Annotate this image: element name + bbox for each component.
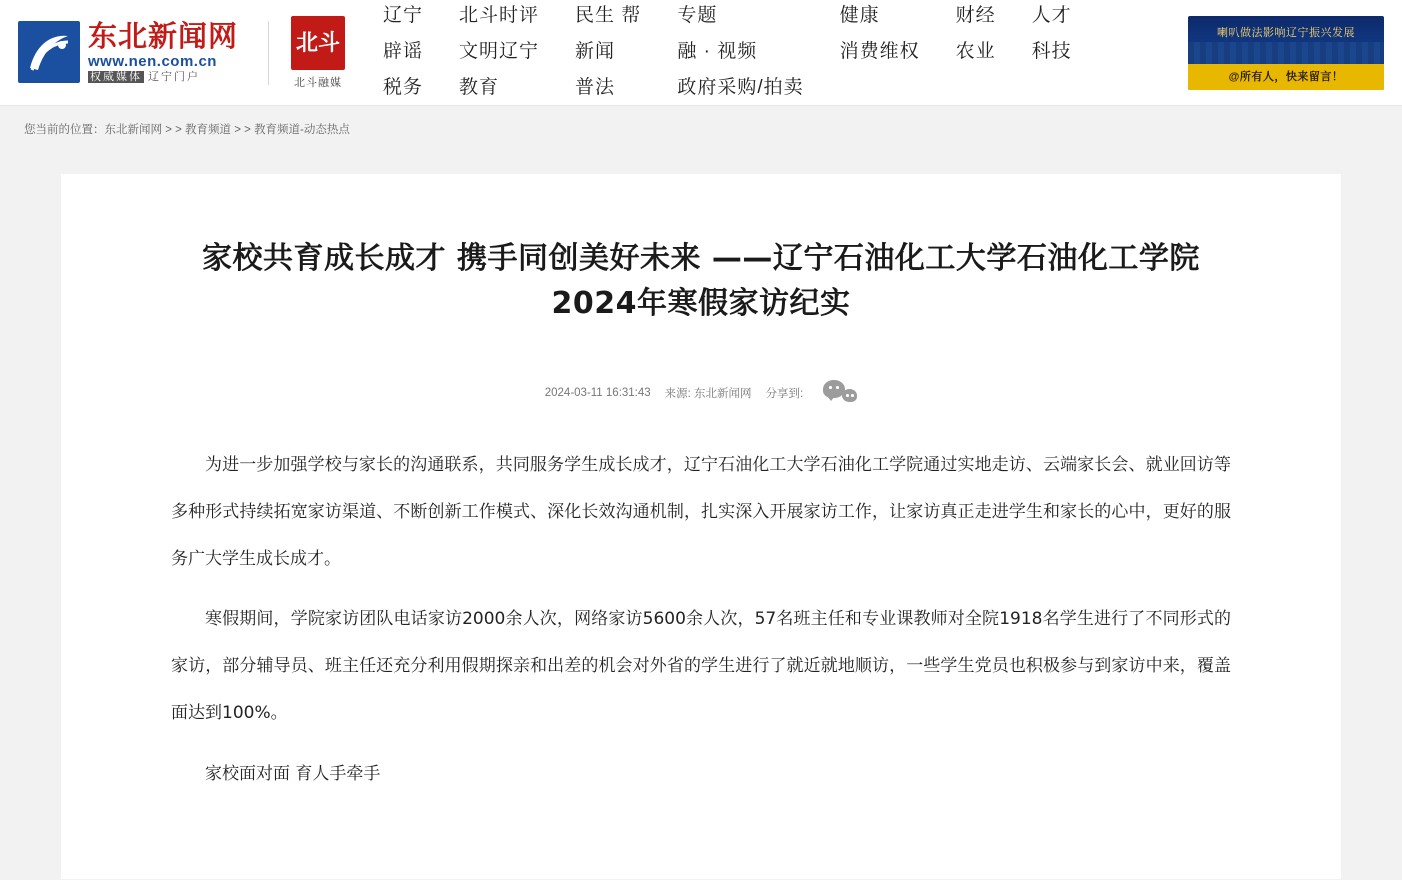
nav-item-rencai[interactable]: 人才: [1031, 4, 1072, 26]
nav-item-piyao[interactable]: 辟谣: [383, 40, 424, 62]
breadcrumb-item-channel[interactable]: 教育频道: [185, 124, 232, 136]
site-header: [0, 0, 1402, 106]
nav-item-xiaofei[interactable]: 消费维权: [839, 40, 920, 62]
nav-item-zhengfu-caigou[interactable]: 政府采购/拍卖: [677, 76, 804, 98]
beidou-mark-icon: 北斗: [291, 16, 345, 70]
article-paragraph: 寒假期间，学院家访团队电话家访2000余人次，网络家访5600余人次，57名班主任和专业课教师对全院1918名学生进行了不同形式的家访，部分辅导员、班主任还充分利用假期探亲和出差的机会对外省的学生进行了就近就地顺访，一些学生党员也积极参与到家访中来，覆盖面达到100%。: [171, 609, 1231, 723]
logo-subtitle: [88, 72, 238, 84]
promo-banner-graphic: [1188, 42, 1384, 64]
promo-banner-strip: [1188, 64, 1384, 90]
nav-item-pufa[interactable]: 普法: [575, 76, 616, 98]
breadcrumb-separator-1: > >: [162, 124, 186, 136]
share-label: 分享到:: [765, 388, 804, 401]
nav-item-zhuanti[interactable]: 专题: [677, 4, 718, 26]
nav-item-liaoning[interactable]: 辽宁: [383, 4, 424, 26]
nav-item-caijing[interactable]: 财经: [955, 4, 996, 26]
page-title: 家校共育成长成才 携手同创美好未来 ——辽宁石油化工大学石油化工学院2024年寒假家访纪实: [202, 241, 1200, 322]
header-inner: [0, 0, 1402, 105]
logo-url: www.nen.com.cn: [88, 52, 217, 70]
article-meta: [61, 378, 1341, 418]
beidou-label: 北斗融媒: [294, 76, 342, 89]
breadcrumb-item-home[interactable]: 东北新闻网: [104, 124, 162, 136]
nav-item-keji[interactable]: 科技: [1031, 40, 1072, 62]
nav-item-xinwen[interactable]: 新闻: [575, 40, 616, 62]
nav-item-jiankang[interactable]: 健康: [839, 4, 880, 26]
nen-logo-icon: [18, 21, 80, 83]
logo-sub-tag: 权威媒体: [90, 71, 142, 84]
breadcrumb-label: 您当前的位置：: [24, 124, 105, 136]
nav-item-wenming[interactable]: 文明辽宁: [459, 40, 540, 62]
main-nav[interactable]: [383, 0, 1188, 106]
article-meta-inner: [545, 378, 858, 408]
article-date: 2024-03-11 16:31:43: [544, 387, 651, 400]
nav-item-minsheng[interactable]: 民生 帮: [575, 4, 642, 26]
article-source: 来源: 东北新闻网: [664, 388, 752, 401]
beidou-logo[interactable]: [287, 16, 349, 90]
swoosh-icon: [26, 30, 72, 74]
wechat-share-icon[interactable]: [823, 378, 857, 408]
promo-banner-strip-text: @所有人，快来留言！: [1228, 70, 1344, 83]
nav-item-beidou-review[interactable]: 北斗时评: [459, 4, 540, 26]
promo-banner-top-text: 喇叭做法影响辽宁振兴发展: [1217, 26, 1355, 39]
breadcrumb-separator-2: > >: [231, 124, 255, 136]
nav-item-jiaoyu[interactable]: 教育: [459, 76, 500, 98]
logo-title: 东北新闻网: [88, 19, 239, 54]
article-body: [61, 418, 1341, 797]
nav-item-rongshipin[interactable]: 融 · 视频: [677, 40, 758, 62]
header-divider: [268, 21, 269, 85]
wechat-icon-bubble-small: [842, 389, 857, 402]
nav-item-shuiwu[interactable]: 税务: [383, 76, 424, 98]
article-container: [61, 174, 1341, 879]
article-paragraph: 家校面对面 育人手牵手: [205, 763, 381, 784]
logo-sub-text: 辽宁门户: [148, 71, 200, 84]
logo-text-block: [88, 21, 238, 84]
site-logo[interactable]: [18, 21, 258, 84]
article-paragraph: 为进一步加强学校与家长的沟通联系，共同服务学生成长成才，辽宁石油化工大学石油化工学院通过实地走访、云端家长会、就业回访等多种形式持续拓宽家访渠道、不断创新工作模式、深化长效沟通机制，扎实深入开展家访工作，让家访真正走进学生和家长的心中，更好的服务广大学生成长成才。: [171, 455, 1231, 569]
breadcrumb: [0, 106, 1402, 154]
promo-banner[interactable]: [1188, 16, 1384, 90]
nav-item-nongye[interactable]: 农业: [955, 40, 996, 62]
breadcrumb-item-subchannel[interactable]: 教育频道-动态热点: [254, 124, 350, 136]
